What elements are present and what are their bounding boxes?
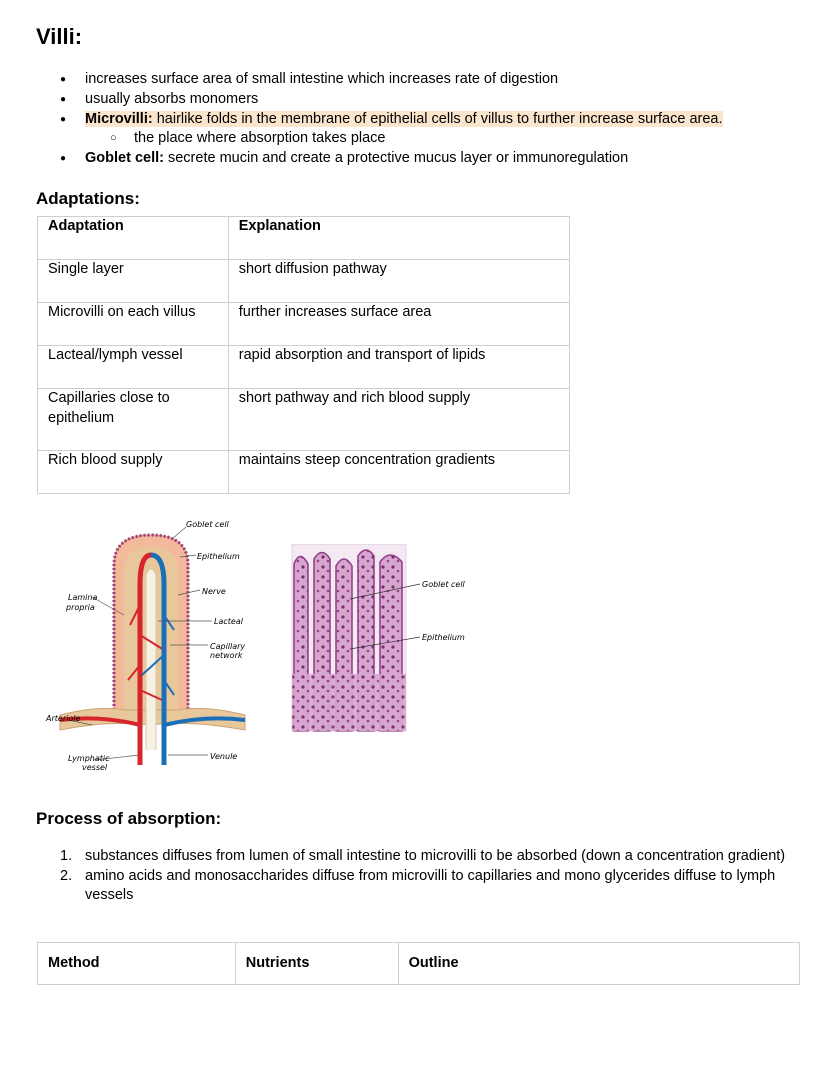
adaptations-heading: Adaptations:: [36, 189, 140, 208]
table-cell: Single layer: [38, 260, 229, 303]
list-item: ○ the place where absorption takes place: [60, 129, 723, 149]
diagram-label: Arteriole: [46, 714, 81, 723]
diagram-label: Capillary: [210, 642, 246, 651]
table-row: [38, 303, 570, 346]
highlighted-text: Microvilli: hairlike folds in the membrane of epithelial cells of villus to further increase surface area.: [85, 110, 723, 127]
table-cell: maintains steep concentration gradients: [228, 451, 569, 494]
table-cell: further increases surface area: [228, 303, 569, 346]
table-cell: Microvilli on each villus: [38, 303, 229, 346]
diagram-label: Epithelium: [197, 552, 240, 561]
table-header: Outline: [398, 943, 799, 985]
absorption-steps: [60, 847, 800, 906]
table-header: Method: [38, 943, 236, 985]
table-cell: rapid absorption and transport of lipids: [228, 346, 569, 389]
list-item: 1. substances diffuses from lumen of small intestine to microvilli to be absorbed (down a concentration gradient): [60, 848, 786, 864]
absorption-heading: Process of absorption:: [36, 809, 222, 828]
table-header: Adaptation: [38, 217, 229, 260]
table-row: [38, 217, 570, 260]
table-cell: short pathway and rich blood supply: [228, 389, 569, 451]
table-cell: Lacteal/lymph vessel: [38, 346, 229, 389]
page-title: Villi:: [36, 24, 83, 49]
villi-bullet-list: [60, 70, 723, 169]
diagram-label: Nerve: [202, 587, 226, 596]
absorption-table: [37, 942, 800, 985]
micrograph-label: Goblet cell: [422, 580, 465, 589]
table-header: Nutrients: [235, 943, 398, 985]
micrograph-label: Epithelium: [422, 633, 465, 642]
table-row: [38, 451, 570, 494]
diagram-label: vessel: [82, 763, 108, 772]
table-row: [38, 260, 570, 303]
table-row: [38, 943, 800, 985]
table-header: Explanation: [228, 217, 569, 260]
villus-diagram: [40, 515, 260, 780]
list-item: ● increases surface area of small intestine which increases rate of digestion: [60, 70, 723, 90]
diagram-label: network: [210, 651, 243, 660]
diagram-label: Venule: [210, 752, 238, 761]
table-cell: Capillaries close to epithelium: [38, 389, 229, 451]
list-item: [60, 110, 723, 130]
list-item: 2. amino acids and monosaccharides diffuse from microvilli to capillaries and mono glycerides diffuse to lymph vessels: [60, 867, 776, 903]
adaptations-table: [37, 216, 570, 494]
table-cell: short diffusion pathway: [228, 260, 569, 303]
lacteal-vessel: [146, 569, 156, 750]
list-item: ● Goblet cell: secrete mucin and create a protective mucus layer or immunoregulation: [60, 149, 723, 169]
diagram-label: Lymphatic: [68, 754, 110, 763]
table-row: [38, 389, 570, 451]
diagram-label: Lamina: [68, 593, 98, 602]
villus-micrograph: [290, 544, 490, 734]
micrograph-crypts: [292, 674, 406, 731]
diagram-label: propria: [66, 603, 95, 612]
diagram-label: Goblet cell: [186, 520, 229, 529]
list-item: ● usually absorbs monomers: [60, 90, 723, 110]
diagram-label: Lacteal: [214, 617, 243, 626]
table-cell: Rich blood supply: [38, 451, 229, 494]
table-row: [38, 346, 570, 389]
